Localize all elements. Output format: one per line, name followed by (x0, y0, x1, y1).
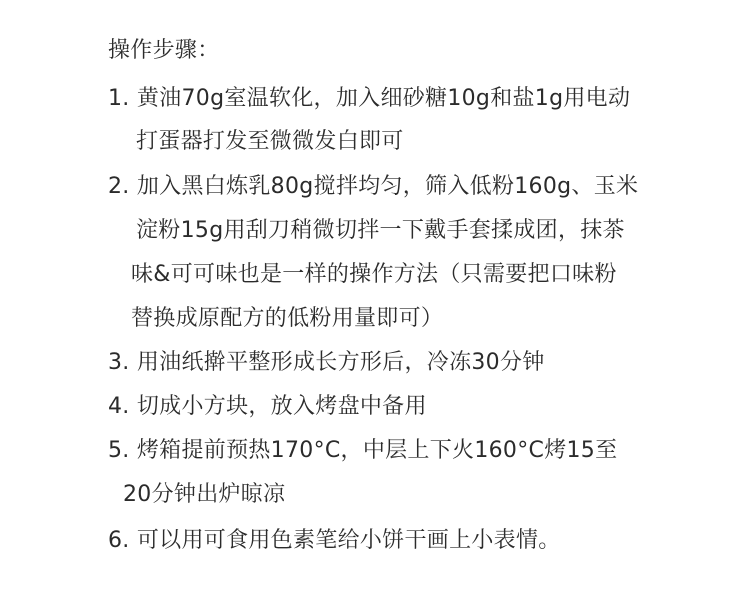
step-2-line-1: 2. 加入黑白炼乳80g搅拌均匀，筛入低粉160g、玉米 (108, 174, 639, 199)
step-5-line-1: 5. 烤箱提前预热170°C，中层上下火160°C烤15至 (108, 438, 618, 463)
step-1-line-1: 1. 黄油70g室温软化，加入细砂糖10g和盐1g用电动 (108, 86, 631, 111)
step-4-line-1: 4. 切成小方块，放入烤盘中备用 (108, 394, 427, 419)
step-1-line-2: 打蛋器打发至微微发白即可 (136, 129, 404, 154)
step-6-line-1: 6. 可以用可食用色素笔给小饼干画上小表情。 (108, 528, 561, 553)
step-5-line-2: 20分钟出炉晾凉 (123, 482, 286, 507)
step-2-line-4: 替换成原配方的低粉用量即可） (131, 306, 444, 331)
step-2-line-3: 味&可可味也是一样的操作方法（只需要把口味粉 (131, 262, 617, 287)
step-2-line-2: 淀粉15g用刮刀稍微切拌一下戴手套揉成团，抹茶 (136, 218, 625, 243)
step-3-line-1: 3. 用油纸擀平整形成长方形后，冷冻30分钟 (108, 350, 545, 375)
steps-heading: 操作步骤： (108, 38, 220, 63)
